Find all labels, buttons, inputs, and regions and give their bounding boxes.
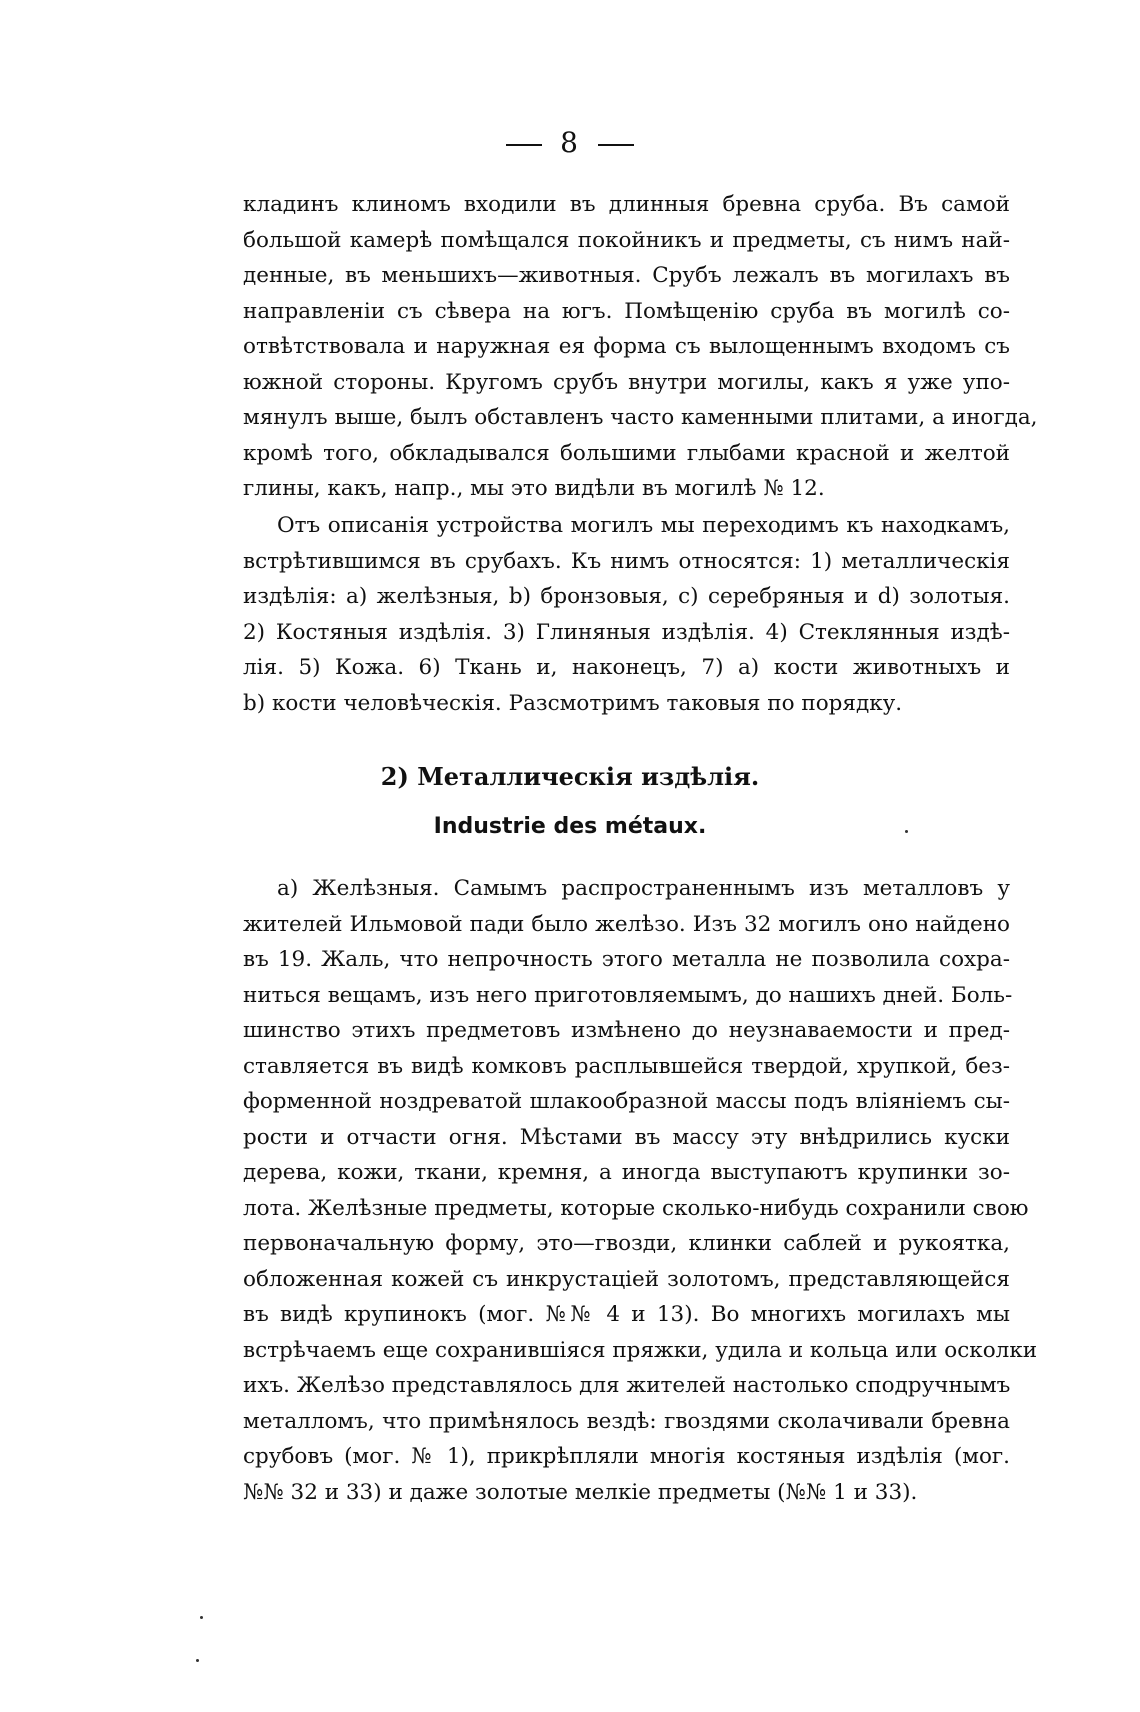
text-line: кладинъ клиномъ входили въ длинныя бревна сруба. Въ самой	[243, 192, 1010, 217]
paragraph-1	[243, 187, 1038, 507]
text-line: №№ 32 и 33) и даже золотые мелкіе предметы (№№ 1 и 33).	[243, 1479, 918, 1505]
text-line: отвѣтствовала и наружная ея форма съ вылощеннымъ входомъ съ	[243, 334, 1010, 359]
text-line: издѣлія: а) желѣзныя, b) бронзовыя, с) серебряныя и d) золотыя.	[243, 584, 1010, 609]
dash-right	[598, 144, 634, 146]
text-line: лія. 5) Кожа. 6) Ткань и, наконецъ, 7) а) кости животныхъ и	[243, 655, 1010, 680]
text-line: большой камерѣ помѣщался покойникъ и предметы, съ нимъ най-	[243, 227, 1010, 253]
text-line: лота. Желѣзные предметы, которые сколько-нибудь сохранили свою	[243, 1195, 1029, 1221]
text-line: ниться вещамъ, изъ него приготовляемымъ, до нашихъ дней. Боль-	[243, 982, 1013, 1008]
text-line: ихъ. Желѣзо представлялось для жителей настолько сподручнымъ	[243, 1373, 1011, 1398]
text-line: металломъ, что примѣнялось вездѣ: гвоздями сколачивали бревна	[243, 1408, 1010, 1434]
text-line: глины, какъ, напр., мы это видѣли въ могилѣ № 12.	[243, 476, 825, 501]
text-line: дерева, кожи, ткани, кремня, а иногда выступаютъ крупинки зо-	[243, 1160, 1010, 1185]
dash-left	[506, 144, 542, 146]
paragraph-3	[243, 871, 1038, 1510]
text-line: первоначальную форму, это—гвозди, клинки саблей и рукоятка,	[243, 1231, 1010, 1256]
text-line: кромѣ того, обкладывался большими глыбами красной и желтой	[243, 440, 1010, 466]
scan-speck	[196, 1659, 199, 1662]
text-line: встрѣтившимся въ срубахъ. Къ нимъ относятся: 1) металлическія	[243, 548, 1010, 574]
text-line: шинство этихъ предметовъ измѣнено до неузнаваемости и пред-	[243, 1018, 1010, 1043]
page-number-header	[0, 126, 1140, 159]
text-line: денные, въ меньшихъ—животныя. Срубъ лежалъ въ могилахъ въ	[243, 263, 1010, 288]
paragraph-2	[243, 508, 1010, 721]
text-line: Отъ описанія устройства могилъ мы переходимъ къ находкамъ,	[277, 513, 1010, 538]
text-line: южной стороны. Кругомъ срубъ внутри могилы, какъ я уже упо-	[243, 369, 1010, 395]
text-line: мянулъ выше, былъ обставленъ часто каменными плитами, а иногда,	[243, 405, 1038, 430]
section-subtitle: Industrie des métaux.	[433, 814, 707, 839]
text-line: жителей Ильмовой пади было желѣзо. Изъ 32 могилъ оно найдено	[243, 911, 1010, 937]
text-line: форменной ноздреватой шлакообразной массы подъ вліяніемъ сы-	[243, 1089, 1010, 1114]
scan-speck	[905, 830, 908, 833]
text-line: обложенная кожей съ инкрустаціей золотомъ, представляющейся	[243, 1266, 1010, 1292]
page-number: 8	[560, 126, 580, 159]
text-line: встрѣчаемъ еще сохранившіяся пряжки, удила и кольца или осколки	[243, 1337, 1038, 1363]
text-line: b) кости человѣческія. Разсмотримъ таковыя по порядку.	[243, 690, 903, 716]
text-line: 2) Костяныя издѣлія. 3) Глиняныя издѣлія. 4) Стеклянныя издѣ-	[243, 619, 1010, 645]
text-line: въ видѣ крупинокъ (мог. №№ 4 и 13). Во многихъ могилахъ мы	[243, 1302, 1010, 1327]
section-title: 2) Металлическія издѣлія.	[380, 762, 760, 791]
text-line: а) Желѣзныя. Самымъ распространеннымъ изъ металловъ у	[277, 876, 1010, 901]
text-line: рости и отчасти огня. Мѣстами въ массу эту внѣдрились куски	[243, 1124, 1010, 1150]
text-line: ставляется въ видѣ комковъ расплывшейся твердой, хрупкой, без-	[243, 1053, 1010, 1079]
scan-speck	[200, 1616, 203, 1619]
text-line: въ 19. Жаль, что непрочность этого металла не позволила сохра-	[243, 947, 1010, 972]
text-line: направленіи съ сѣвера на югъ. Помѣщенію сруба въ могилѣ со-	[243, 298, 1010, 324]
text-line: срубовъ (мог. № 1), прикрѣпляли многія костяныя издѣлія (мог.	[243, 1444, 1010, 1469]
